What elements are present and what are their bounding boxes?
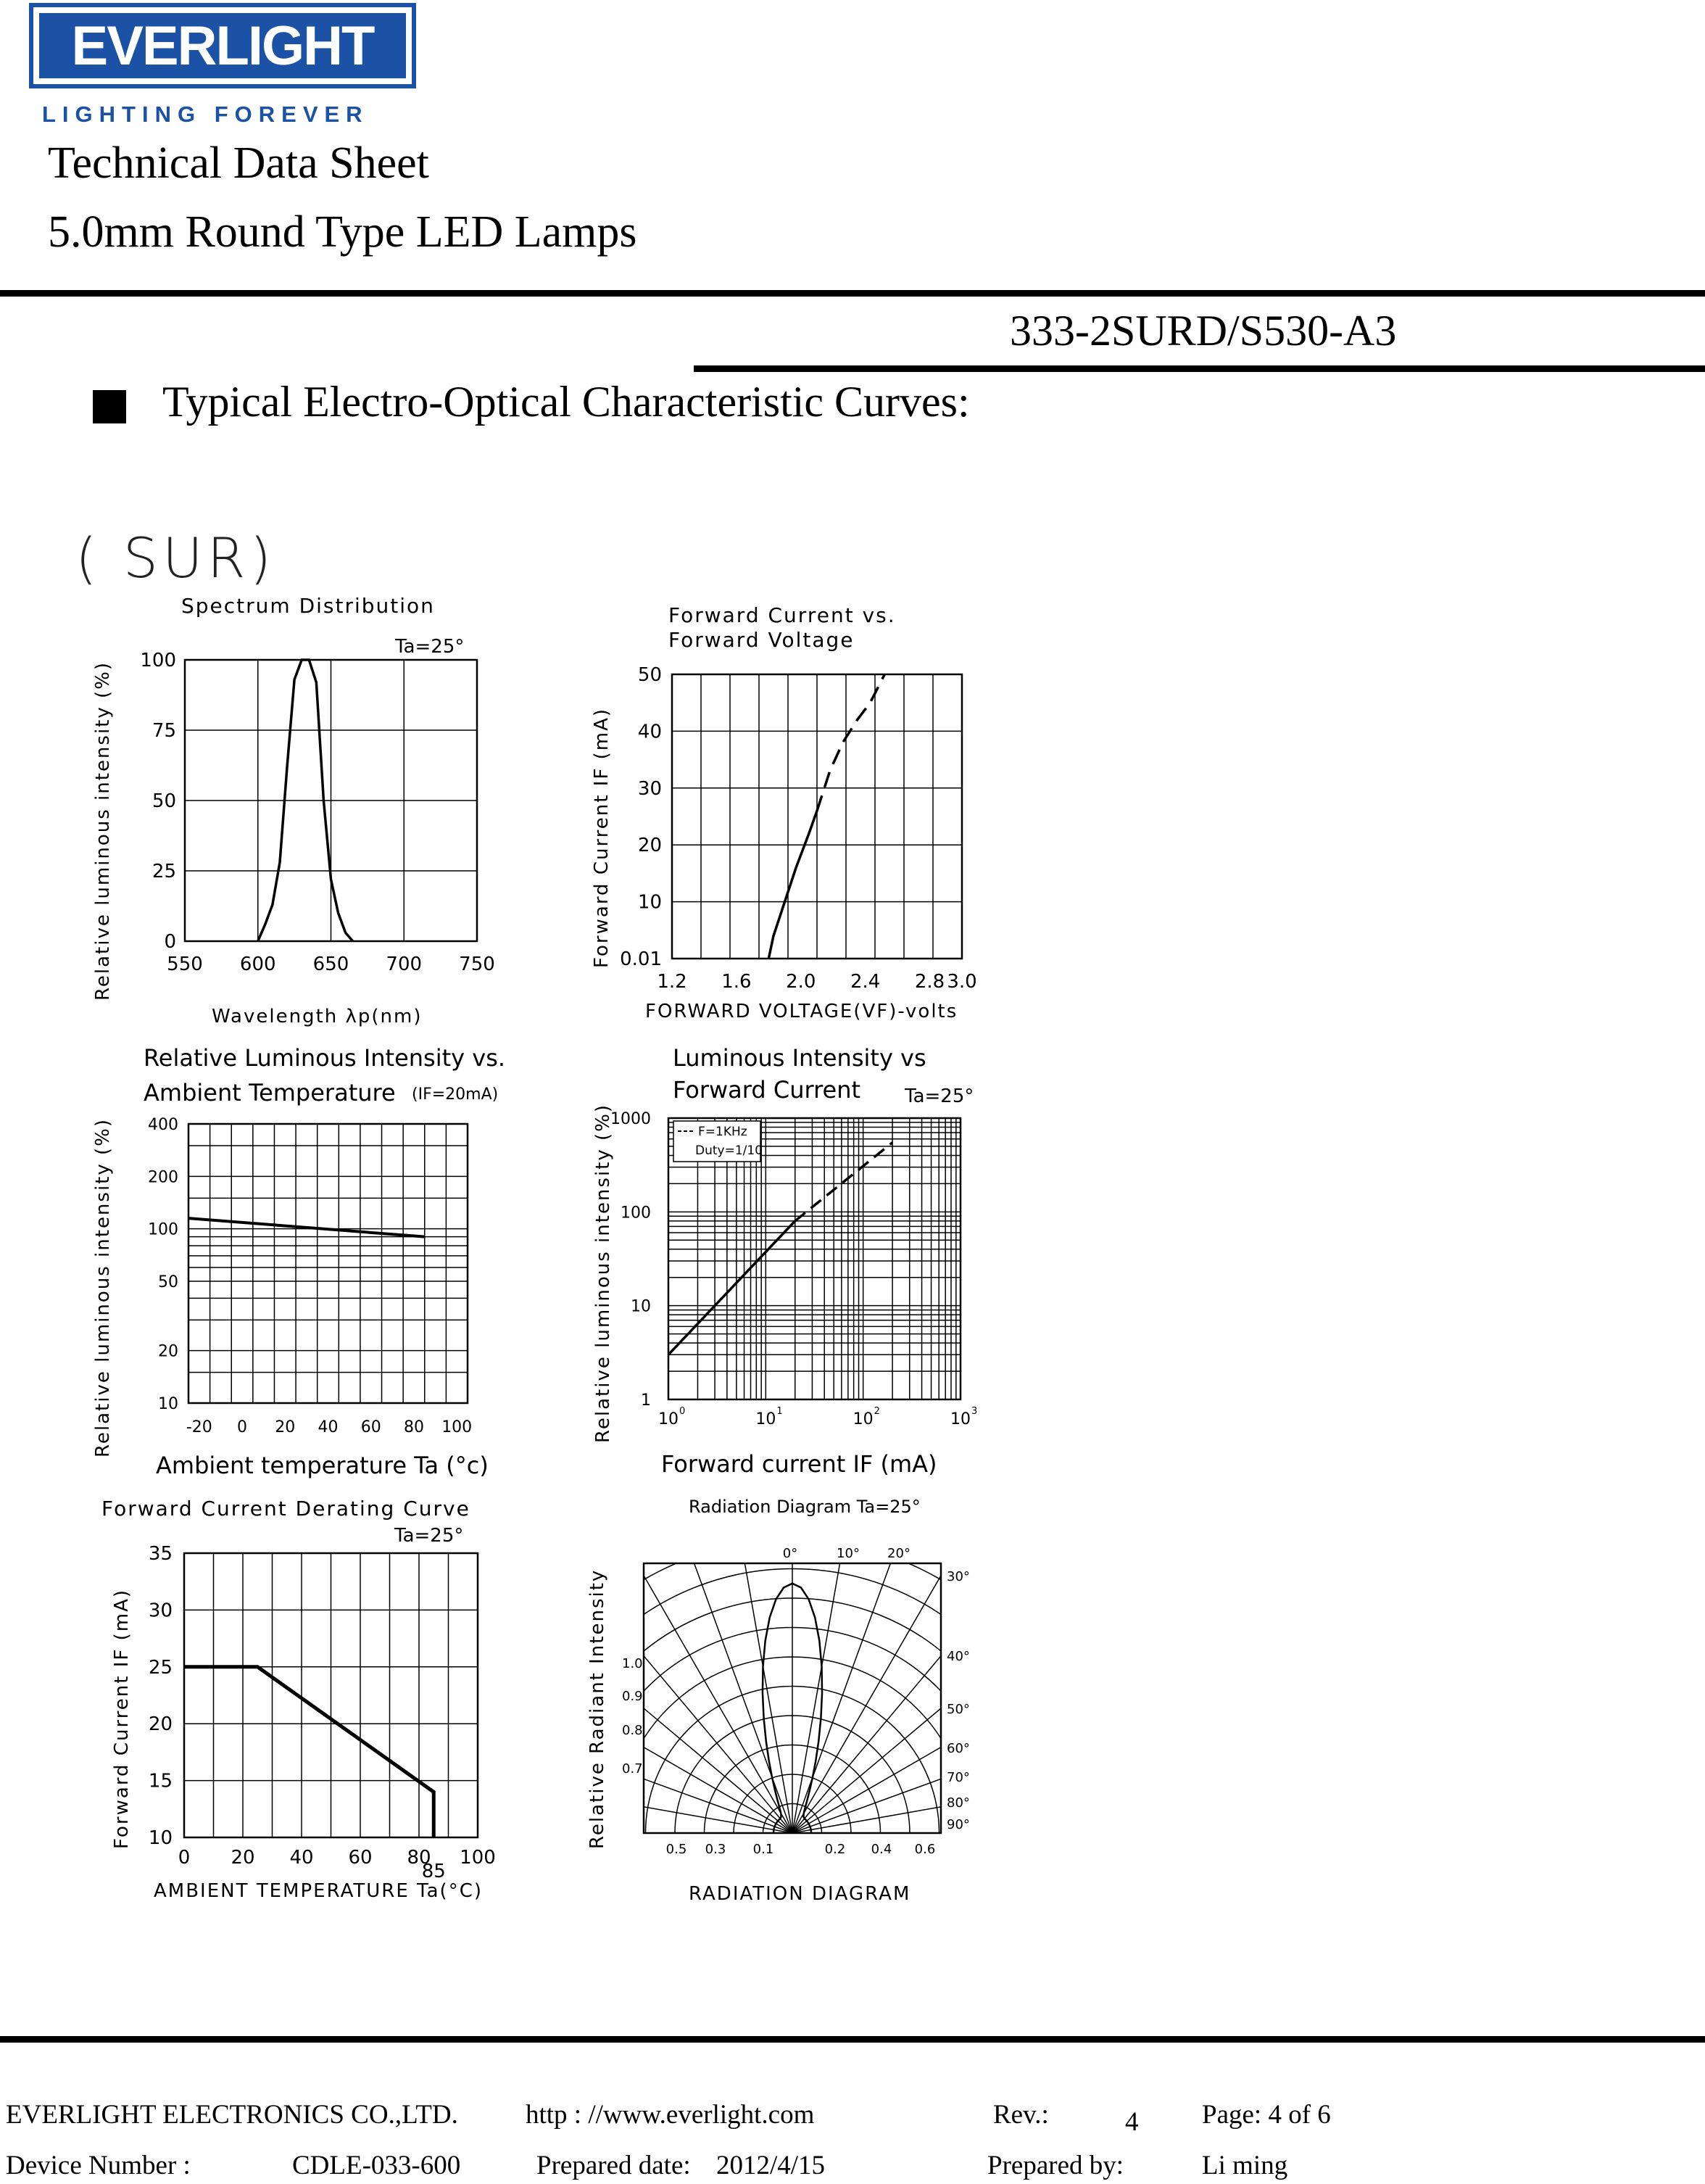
x-axis-label: Wavelength λp(nm) xyxy=(212,1006,423,1027)
x-tick-exponent: 2 xyxy=(874,1406,880,1417)
angle-label: 0° xyxy=(782,1546,798,1561)
x-tick-label: 2.8 xyxy=(914,971,945,993)
intensity-vs-current-chart xyxy=(580,1044,1000,1494)
x-tick-label: 750 xyxy=(459,954,495,975)
y-tick-label: 50 xyxy=(158,1273,178,1292)
angle-label: 80° xyxy=(947,1795,970,1811)
y-tick-label: 15 xyxy=(148,1770,173,1792)
x-tick-label: 20 xyxy=(231,1847,255,1869)
scale-label: 0.8 xyxy=(622,1723,643,1738)
chip-label: ( SUR) xyxy=(75,526,276,590)
angle-label: 10° xyxy=(837,1546,860,1561)
y-tick-label: 50 xyxy=(637,664,662,686)
scale-label: 0.7 xyxy=(622,1761,643,1776)
chart-title-2: Forward Current xyxy=(673,1076,861,1104)
x-tick-label: 2.4 xyxy=(850,971,881,993)
y-tick-label: 0 xyxy=(164,931,176,953)
angle-line xyxy=(792,1494,881,1833)
series-line xyxy=(184,1667,433,1837)
scale-label: 0.5 xyxy=(665,1842,687,1857)
x-tick-exponent: 3 xyxy=(971,1406,978,1417)
scale-label: 0.6 xyxy=(914,1842,936,1857)
angle-label: 40° xyxy=(947,1649,970,1664)
legend-label: Duty=1/10 xyxy=(695,1143,763,1158)
x-tick-label: 600 xyxy=(239,954,276,975)
chart-title: Forward Current vs. Forward Voltage xyxy=(668,603,896,652)
chart-title: Spectrum Distribution xyxy=(181,595,435,618)
angle-label: 60° xyxy=(947,1741,970,1756)
page-indicator: Page: 4 of 6 xyxy=(1202,2100,1331,2130)
y-tick-label: 40 xyxy=(637,721,662,743)
x-tick-label: 1.2 xyxy=(657,971,687,993)
model-number: 333-2SURD/S530-A3 xyxy=(1010,307,1397,355)
company-name: EVERLIGHT ELECTRONICS CO.,LTD. xyxy=(6,2100,458,2130)
device-number-label: Device Number : xyxy=(6,2151,191,2180)
chart-condition: Ta=25° xyxy=(395,636,465,658)
angle-line xyxy=(704,1494,792,1833)
x-tick-label: 80 xyxy=(407,1847,431,1869)
x-tick-label: 700 xyxy=(386,954,423,975)
x-tick-label: 40 xyxy=(318,1418,339,1436)
x-axis-label: Forward current IF (mA) xyxy=(661,1450,937,1478)
scale-label: 0.9 xyxy=(622,1689,643,1704)
chart-condition: Ta=25° xyxy=(905,1085,974,1107)
x-tick-label: 80 xyxy=(403,1418,424,1436)
company-logo xyxy=(29,3,416,88)
scale-label: 0.3 xyxy=(705,1842,726,1857)
x-tick-label: 650 xyxy=(312,954,349,975)
series-line xyxy=(795,1143,892,1221)
section-bullet-icon xyxy=(93,390,126,423)
y-tick-label: 100 xyxy=(621,1204,651,1223)
y-axis-label: Relative Radiant Intensity xyxy=(586,1568,608,1849)
plot-frame xyxy=(188,1124,468,1403)
prepared-by-label: Prepared by: xyxy=(987,2151,1124,2180)
x-tick-label: 0 xyxy=(178,1847,191,1869)
y-tick-label: 100 xyxy=(148,1220,178,1239)
y-tick-label: 10 xyxy=(631,1297,651,1316)
angle-label: 90° xyxy=(947,1817,970,1832)
x-tick-exponent: 0 xyxy=(679,1406,686,1417)
series-line xyxy=(668,1221,795,1354)
y-tick-label: 10 xyxy=(637,891,662,914)
x-tick-label: 100 xyxy=(441,1418,473,1436)
radiation-diagram-chart xyxy=(580,1494,986,1914)
x-tick-label: 20 xyxy=(275,1418,296,1436)
derating-curve-chart xyxy=(94,1494,544,1914)
x-tick-label: 3.0 xyxy=(947,971,977,993)
x-axis-label: Ambient temperature Ta (°c) xyxy=(156,1452,489,1479)
intensity-vs-temperature-chart xyxy=(87,1044,551,1494)
x-tick-label: 10 xyxy=(950,1410,971,1428)
logo-tagline: LIGHTING FOREVER xyxy=(42,102,369,127)
y-tick-label: 100 xyxy=(140,650,176,671)
y-tick-label: 75 xyxy=(152,720,176,742)
y-axis-label: Relative luminous intensity (%) xyxy=(92,661,114,1001)
y-tick-label: 35 xyxy=(148,1543,173,1565)
series-line xyxy=(768,811,817,959)
rev-value: 4 xyxy=(1125,2107,1139,2137)
x-tick-exponent: 1 xyxy=(776,1406,783,1417)
product-title: 5.0mm Round Type LED Lamps xyxy=(48,207,637,257)
y-tick-label: 1 xyxy=(641,1391,651,1410)
angle-label: 30° xyxy=(947,1569,970,1584)
x-tick-label: 100 xyxy=(460,1847,496,1869)
chart-title: Forward Current Derating Curve xyxy=(101,1497,470,1521)
chart-title: Radiation Diagram Ta=25° xyxy=(689,1497,921,1517)
chart-title: Relative Luminous Intensity vs. xyxy=(144,1044,506,1072)
x-tick-label: -20 xyxy=(186,1418,212,1436)
series-line xyxy=(188,1218,425,1237)
x-tick-label: 60 xyxy=(348,1847,373,1869)
chart-condition: Ta=25° xyxy=(394,1525,464,1547)
y-axis-label: Relative luminous intensity (%) xyxy=(92,1117,114,1457)
model-rule xyxy=(694,365,1705,372)
y-axis-label: Forward Current IF (mA) xyxy=(591,707,613,968)
y-tick-label: 25 xyxy=(152,861,176,882)
x-tick-label: 2.0 xyxy=(786,971,816,993)
forward-iv-chart xyxy=(587,602,993,1037)
chart-title: Luminous Intensity vs xyxy=(673,1044,926,1072)
y-tick-label: 0.01 xyxy=(620,948,662,970)
y-tick-label: 25 xyxy=(148,1656,173,1679)
x-tick-label: 550 xyxy=(167,954,203,975)
logo-text: EVERLIGHT xyxy=(71,15,374,77)
y-axis-label: Forward Current IF (mA) xyxy=(111,1588,133,1849)
prepared-date-value: 2012/4/15 xyxy=(716,2151,826,2180)
y-axis-label: Relative luminous intensity (%) xyxy=(592,1103,614,1443)
prepared-date-label: Prepared date: xyxy=(536,2151,691,2180)
rev-label: Rev.: xyxy=(993,2100,1049,2130)
x-axis-label: FORWARD VOLTAGE(VF)-volts xyxy=(645,1001,958,1022)
x-tick-label: 10 xyxy=(852,1410,874,1428)
chart-condition: (IF=20mA) xyxy=(412,1085,499,1104)
scale-label: 1.0 xyxy=(622,1656,643,1671)
x-tick-label: 1.6 xyxy=(721,971,752,993)
y-tick-label: 20 xyxy=(158,1342,178,1361)
x-tick-label: 0 xyxy=(237,1418,248,1436)
x-axis-label: AMBIENT TEMPERATURE Ta(°C) xyxy=(154,1880,483,1902)
y-tick-label: 20 xyxy=(148,1713,173,1736)
x-tick-label: 10 xyxy=(755,1410,776,1428)
device-number-value: CDLE-033-600 xyxy=(292,2151,461,2180)
legend-label: F=1KHz xyxy=(698,1125,747,1139)
spectrum-distribution-chart xyxy=(87,595,522,1037)
y-tick-label: 30 xyxy=(148,1600,173,1622)
x-tick-label: 60 xyxy=(360,1418,381,1436)
section-title: Typical Electro-Optical Characteristic Curves: xyxy=(162,378,970,426)
prepared-by-value: Li ming xyxy=(1202,2151,1288,2180)
angle-line xyxy=(580,1745,792,1833)
website-link[interactable]: http : //www.everlight.com xyxy=(526,2100,815,2130)
y-tick-label: 400 xyxy=(148,1116,178,1134)
angle-line xyxy=(792,1494,966,1833)
x-axis-label: RADIATION DIAGRAM xyxy=(689,1883,911,1905)
scale-label: 0.2 xyxy=(824,1842,846,1857)
chart-title-2: Ambient Temperature xyxy=(144,1079,396,1107)
angle-label: 50° xyxy=(947,1702,970,1717)
y-tick-label: 10 xyxy=(158,1395,178,1413)
y-tick-label: 200 xyxy=(148,1168,178,1187)
angle-label: 20° xyxy=(887,1546,910,1561)
x-tick-label-85: 85 xyxy=(421,1861,446,1882)
footer-rule xyxy=(0,2036,1705,2043)
header-rule xyxy=(0,290,1705,297)
document-title: Technical Data Sheet xyxy=(48,138,429,188)
angle-label: 70° xyxy=(947,1770,970,1785)
x-tick-label: 10 xyxy=(658,1410,679,1428)
y-tick-label: 1000 xyxy=(610,1110,651,1128)
y-tick-label: 30 xyxy=(637,777,662,800)
scale-label: 0.4 xyxy=(871,1842,892,1857)
y-tick-label: 10 xyxy=(148,1827,173,1849)
angle-line xyxy=(619,1494,792,1833)
y-tick-label: 20 xyxy=(637,835,662,857)
y-tick-label: 50 xyxy=(152,790,176,812)
scale-label: 0.1 xyxy=(752,1842,774,1857)
x-tick-label: 40 xyxy=(289,1847,314,1869)
